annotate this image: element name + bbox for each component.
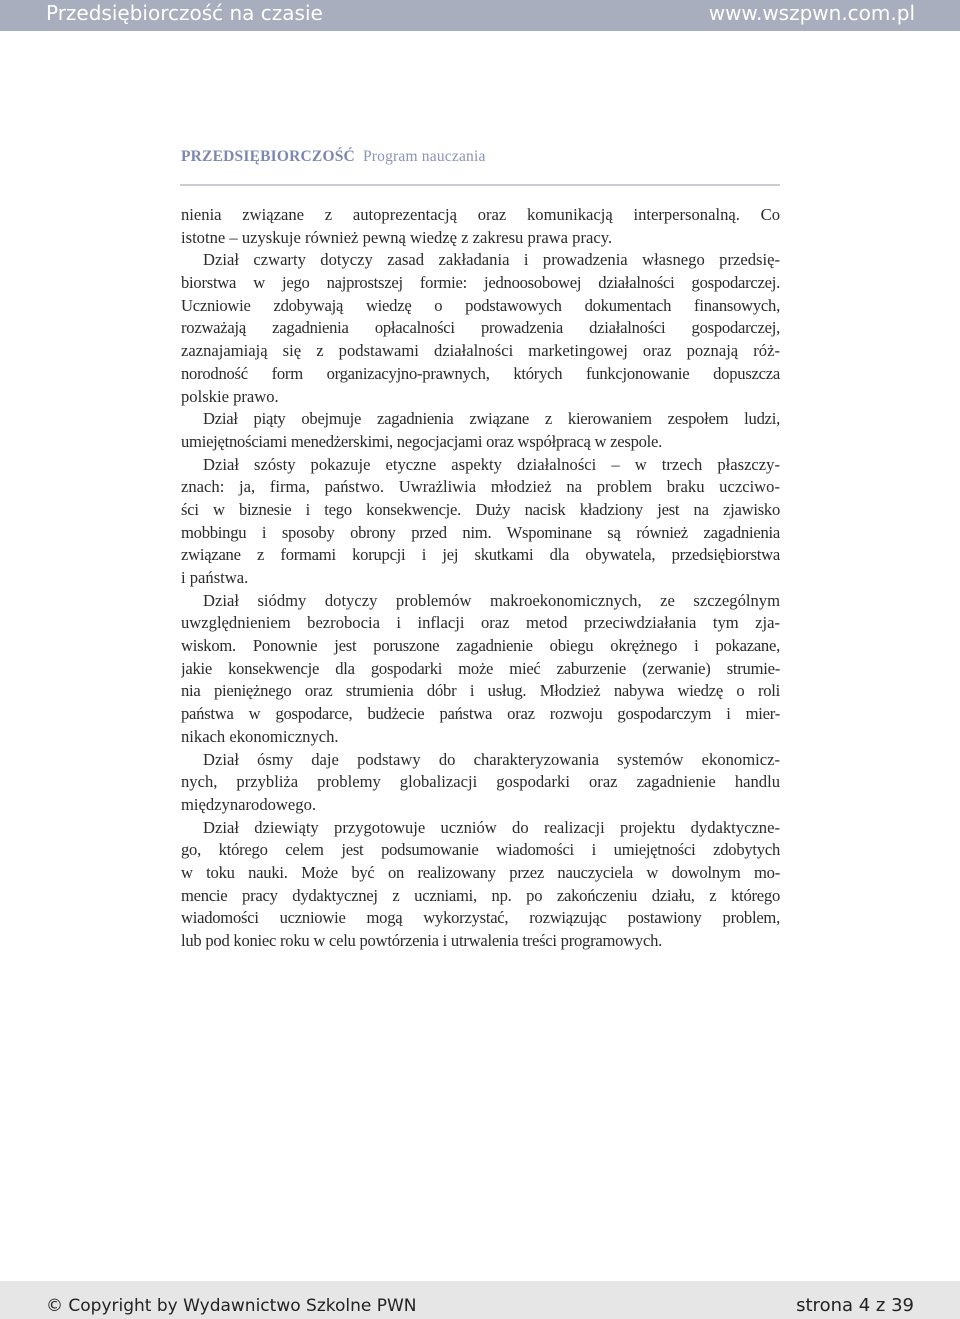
text-line: nych, przybliża problemy globalizacji gospodarki oraz zagadnienie handlu bbox=[181, 772, 780, 792]
text-line: znach: ja, firma, państwo. Uwrażliwia młodzież na problem braku uczciwo- bbox=[181, 477, 780, 497]
page-number: strona 4 z 39 bbox=[796, 1295, 914, 1316]
text-line: jakie konsekwencje dla gospodarki może mieć zaburzenie (zerwanie) strumie- bbox=[181, 658, 780, 678]
body-text bbox=[181, 204, 780, 953]
text-line: istotne – uzyskuje również pewną wiedzę z zakresu prawa pracy. bbox=[181, 227, 613, 247]
footer-bar bbox=[0, 1281, 960, 1319]
text-line: międzynarodowego. bbox=[181, 794, 317, 814]
text-line: Dział szósty pokazuje etyczne aspekty działalności – w trzech płaszczy- bbox=[203, 454, 780, 474]
text-line: mobbingu i sposoby obrony przed nim. Wspominane są również zagadnienia bbox=[181, 522, 780, 542]
text-line: państwa w gospodarce, budżecie państwa oraz rozwoju gospodarczym i mier- bbox=[181, 704, 780, 724]
text-line: wiadomości uczniowie mogą wykorzystać, rozwiązując postawiony problem, bbox=[181, 908, 780, 928]
text-line: uwzględnieniem bezrobocia i inflacji oraz metod przeciwdziałania tym zja- bbox=[181, 613, 780, 633]
text-line: rozważają zagadnienia opłacalności prowadzenia działalności gospodarczej, bbox=[181, 318, 780, 338]
text-line: ści w biznesie i tego konsekwencje. Duży nacisk kładziony jest na zjawisko bbox=[181, 499, 780, 519]
text-line: związane z formami korupcji i jej skutkami dla obywatela, przedsiębiorstwa bbox=[181, 545, 780, 565]
text-line: polskie prawo. bbox=[181, 386, 279, 406]
publication-title: Przedsiębiorczość na czasie bbox=[46, 1, 323, 25]
header-divider bbox=[180, 184, 780, 186]
copyright-notice: © Copyright by Wydawnictwo Szkolne PWN bbox=[46, 1296, 417, 1316]
running-head bbox=[181, 148, 486, 166]
text-line: Dział dziewiąty przygotowuje uczniów do realizacji projektu dydaktyczne- bbox=[203, 817, 780, 837]
text-line: mencie pracy dydaktycznej z uczniami, np. po zakończeniu działu, z którego bbox=[181, 885, 780, 905]
text-line: Dział siódmy dotyczy problemów makroekonomicznych, ze szczególnym bbox=[203, 590, 780, 610]
text-line: w toku nauki. Może być on realizowany przez nauczyciela w dowolnym mo- bbox=[181, 862, 780, 882]
text-line: go, którego celem jest podsumowanie wiadomości i umiejętności zdobytych bbox=[181, 840, 780, 860]
website-link[interactable]: www.wszpwn.com.pl bbox=[708, 1, 915, 25]
top-banner bbox=[0, 0, 960, 31]
running-head-subtitle: Program nauczania bbox=[362, 148, 486, 165]
text-line: biorstwa w jego najprostszej formie: jednoosobowej działalności gospodarczej. bbox=[181, 273, 780, 293]
running-head-section: PRZEDSIĘBIORCZOŚĆ bbox=[181, 148, 355, 165]
text-line: umiejętnościami menedżerskimi, negocjacjami oraz współpracą w zespole. bbox=[181, 431, 663, 451]
text-line: wiskom. Ponownie jest poruszone zagadnienie obiegu okrężnego i pokazane, bbox=[181, 636, 780, 656]
text-line: nia pieniężnego oraz strumienia dóbr i usług. Młodzież nabywa wiedzę o roli bbox=[181, 681, 780, 701]
text-line: Dział ósmy daje podstawy do charakteryzowania systemów ekonomicz- bbox=[203, 749, 780, 769]
text-line: Dział czwarty dotyczy zasad zakładania i prowadzenia własnego przedsię- bbox=[203, 250, 780, 270]
text-line: lub pod koniec roku w celu powtórzenia i utrwalenia treści programowych. bbox=[181, 931, 663, 950]
text-line: Dział piąty obejmuje zagadnienia związane z kierowaniem zespołem ludzi, bbox=[203, 409, 780, 429]
text-line: Uczniowie zdobywają wiedzę o podstawowych dokumentach finansowych, bbox=[181, 295, 780, 315]
text-line: nienia związane z autoprezentacją oraz komunikacją interpersonalną. Co bbox=[181, 205, 780, 224]
text-line: norodność form organizacyjno-prawnych, których funkcjonowanie dopuszcza bbox=[181, 363, 780, 383]
text-line: zaznajamiają się z podstawami działalności marketingowej oraz poznają róż- bbox=[181, 341, 780, 361]
text-line: i państwa. bbox=[181, 568, 249, 587]
text-line: nikach ekonomicznych. bbox=[181, 726, 339, 746]
